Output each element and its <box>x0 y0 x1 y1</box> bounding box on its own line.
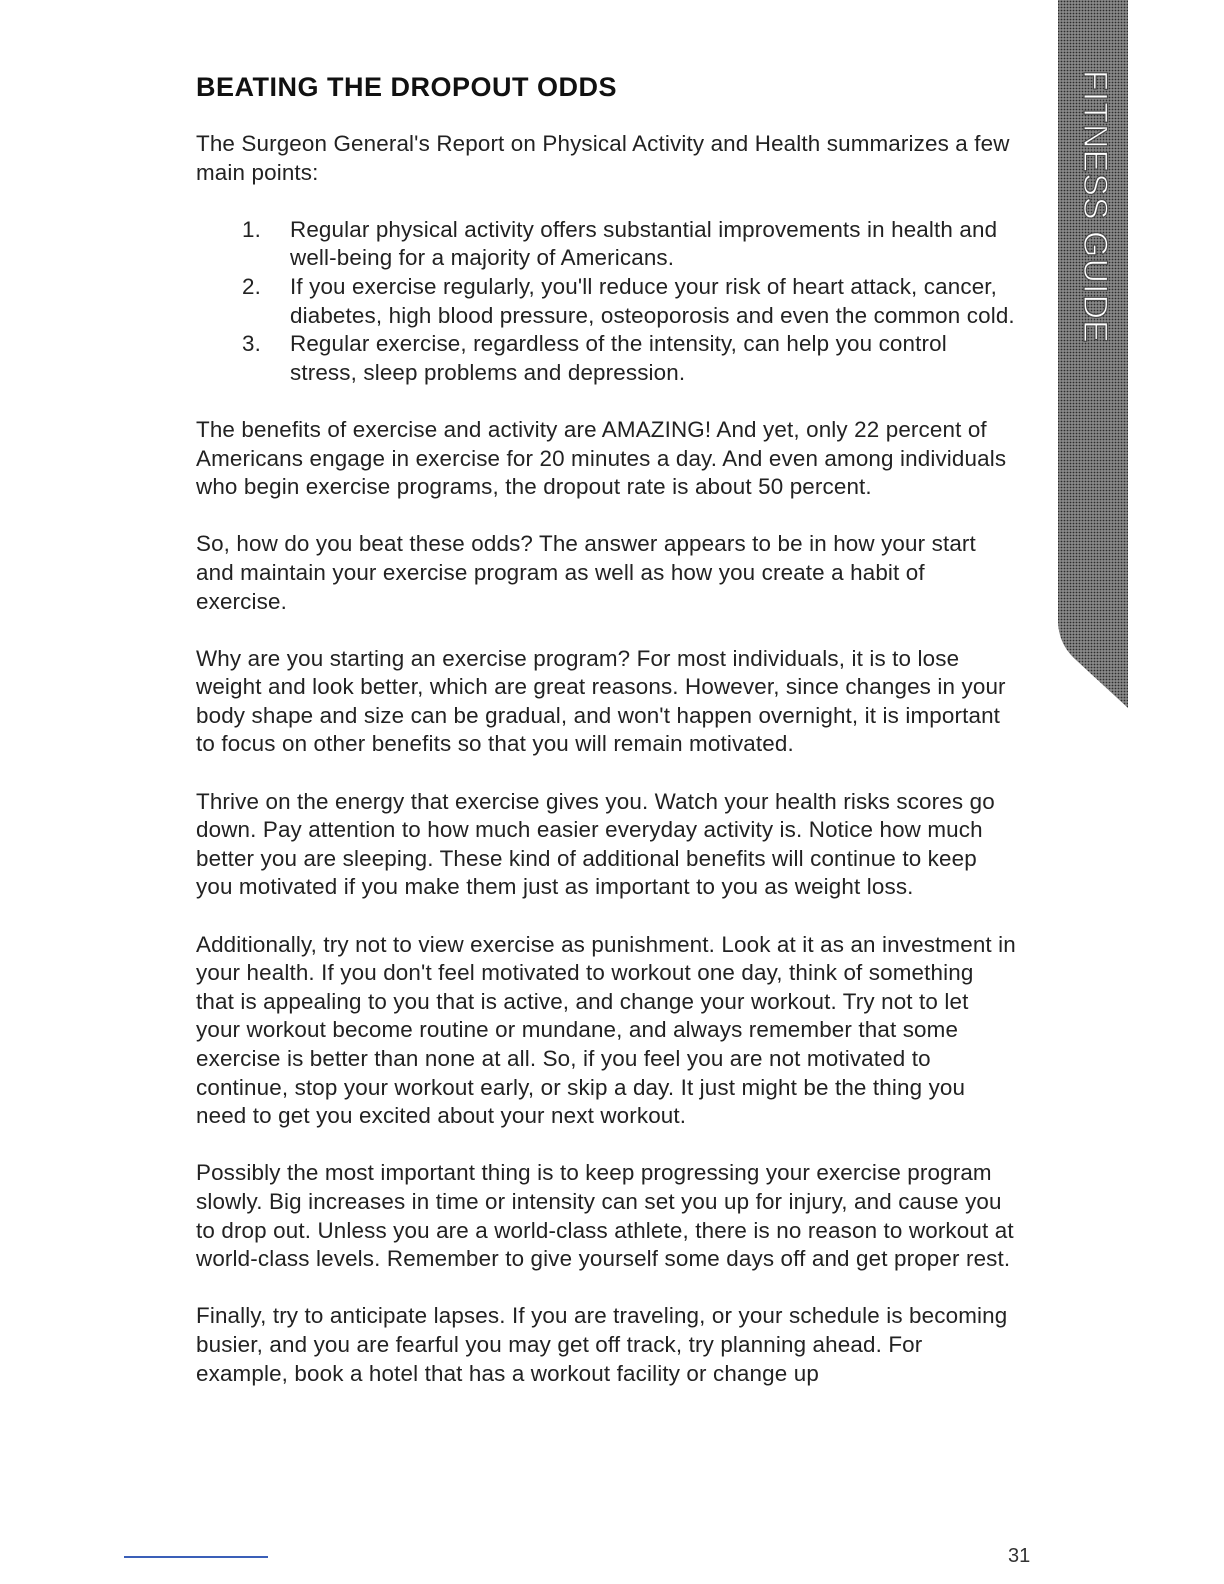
list-item-text: Regular exercise, regardless of the intensity, can help you control stress, sleep problems and depression. <box>290 331 947 385</box>
list-item <box>196 273 1016 330</box>
page-number: 31 <box>1008 1545 1031 1567</box>
list-item-text: Regular physical activity offers substantial improvements in health and well-being for a majority of Americans. <box>290 216 998 271</box>
section-heading: BEATING THE DROPOUT ODDS <box>196 72 618 102</box>
list-item-text: If you exercise regularly, you'll reduce your risk of heart attack, cancer, diabetes, high blood pressure, osteoporosis and even the common cold. <box>290 273 1015 328</box>
body-paragraph: Why are you starting an exercise program? For most individuals, it is to lose weight and look better, which are great reasons. However, since changes in your body shape and size can be gradual, and won't happen overnight, it is important to focus on other benefits so that you will remain motivated. <box>196 645 1006 757</box>
footer-rule <box>124 1556 268 1558</box>
body-paragraph: Thrive on the energy that exercise gives you. Watch your health risks scores go down. Pay attention to how much easier everyday activity is. Notice how much better you are sleeping. These kind of additional benefits will continue to keep you motivated if you make them just as important to you as weight loss. <box>196 788 995 900</box>
body-content <box>196 130 1016 1417</box>
list-item-number: 2. <box>242 273 261 299</box>
body-paragraph: Possibly the most important thing is to keep progressing your exercise program slowly. Big increases in time or intensity can set you up for injury, and cause you to drop out. Unless you are a world-class athlete, there is no reason to workout at world-class levels. Remember to give yourself some days off and get proper rest. <box>196 1160 1014 1272</box>
body-paragraph: Finally, try to anticipate lapses. If you are traveling, or your schedule is becoming busier, and you are fearful you may get off track, try planning ahead. For example, book a hotel that has a workout facility or change up <box>196 1303 1008 1386</box>
section-side-tab <box>1042 0 1128 708</box>
main-points-list <box>196 216 1016 388</box>
side-tab-label: FITNESS GUIDE <box>1076 70 1114 344</box>
list-item-number: 3. <box>242 331 261 357</box>
intro-paragraph: The Surgeon General's Report on Physical Activity and Health summarizes a few main points: <box>196 131 1010 185</box>
body-paragraph: So, how do you beat these odds? The answer appears to be in how your start and maintain your exercise program as well as how you create a habit of exercise. <box>196 531 976 614</box>
body-paragraph: The benefits of exercise and activity are AMAZING! And yet, only 22 percent of Americans engage in exercise for 20 minutes a day. And even among individuals who begin exercise programs, the dropout rate is about 50 percent. <box>196 416 1007 500</box>
list-item <box>196 330 1016 387</box>
list-item <box>196 216 1016 273</box>
body-paragraph: Additionally, try not to view exercise as punishment. Look at it as an investment in your health. If you don't feel motivated to workout one day, think of something that is appealing to you that is active, and change your workout. Try not to let your workout become routine or mundane, and always remember that some exercise is better than none at all. So, if you feel you are not motivated to continue, stop your workout early, or skip a day. It just might be the thing you need to get you excited about your next workout. <box>196 931 1016 1129</box>
list-item-number: 1. <box>242 216 261 242</box>
